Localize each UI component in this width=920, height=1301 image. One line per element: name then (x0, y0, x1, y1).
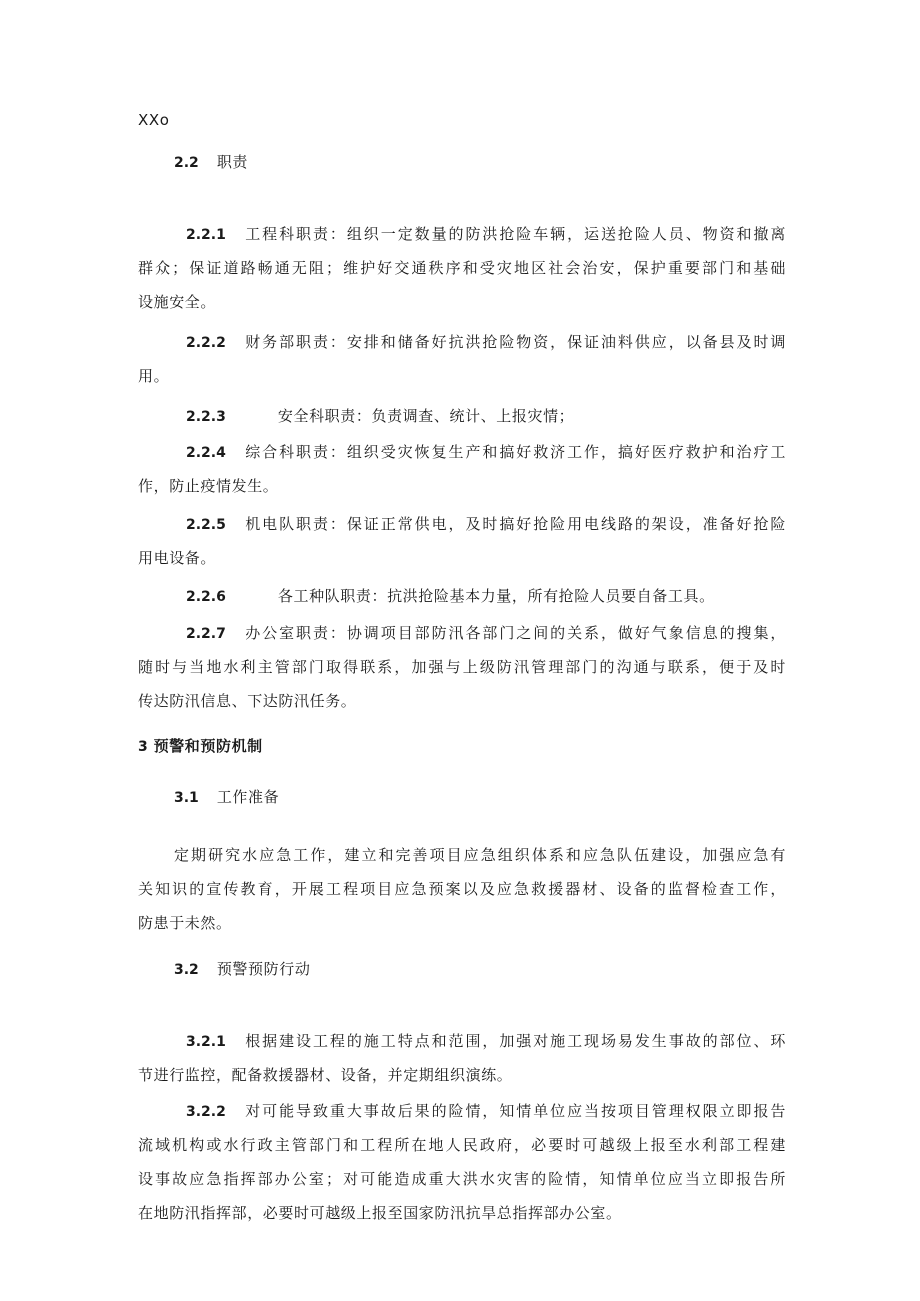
clause-number: 2.2.2 (186, 335, 226, 351)
chapter-number: 3 (138, 739, 148, 755)
clause-number: 2.2.3 (186, 409, 226, 425)
clause-number: 3.2.1 (186, 1034, 226, 1050)
chapter-3-heading (138, 729, 786, 763)
section-number: 3.1 (174, 790, 199, 806)
clause-number: 2.2.5 (186, 517, 226, 533)
text-fragment: XXo (138, 111, 170, 129)
clause-number: 3.2.2 (186, 1104, 226, 1120)
clause-number: 2.2.4 (186, 445, 226, 461)
section-number: 3.2 (174, 962, 199, 978)
clause-number: 2.2.7 (186, 626, 226, 642)
section-3-2-heading (138, 952, 786, 986)
section-number: 2.2 (174, 155, 199, 171)
paragraph-3-2-1: 3.2.1 根据建设工程的施工特点和范围，加强对施工现场易发生事故的部位、环 节进行监控，配备救援器材、设备，并定期组织演练。 (138, 1032, 786, 1084)
paragraph-3-1: 定期研究水应急工作，建立和完善项目应急组织体系和应急队伍建设，加强应急有 关知识的宣传教育，开展工程项目应急预案以及应急救援器材、设备的监督检查工作， 防患于未然。 (138, 846, 786, 932)
clause-number: 2.2.6 (186, 589, 226, 605)
paragraph-2-2-2: 2.2.2 财务部职责：安排和储备好抗洪抢险物资，保证油料供应，以备县及时调 用。 (138, 333, 786, 385)
section-title: 预警预防行动 (216, 960, 311, 978)
paragraph-2-2-3: 2.2.3 安全科职责：负责调查、统计、上报灾情； (186, 407, 575, 425)
paragraph-2-2-1: 2.2.1 工程科职责：组织一定数量的防洪抢险车辆，运送抢险人员、物资和撤离 群众；保证道路畅通无阻；维护好交通秩序和受灾地区社会治安，保护重要部门和基础 设施安全。 (138, 225, 786, 311)
paragraph-2-2-7: 2.2.7 办公室职责：协调项目部防汛各部门之间的关系，做好气象信息的搜集， 随时与当地水利主管部门取得联系，加强与上级防汛管理部门的沟通与联系，便于及时 传达防汛信息、下达防汛任务。 (138, 624, 786, 710)
paragraph-2-2-6: 2.2.6 各工种队职责：抗洪抢险基本力量，所有抢险人员要自备工具。 (186, 587, 715, 605)
clause-number: 2.2.1 (186, 227, 226, 243)
section-title: 职责 (216, 153, 249, 171)
chapter-title: 预警和预防机制 (153, 737, 263, 755)
paragraph-3-2-2: 3.2.2 对可能导致重大事故后果的险情，知情单位应当按项目管理权限立即报告 流域机构或水行政主管部门和工程所在地人民政府，必要时可越级上报至水利部工程建 设事故应急指挥部办公室；对可能造成重大洪水灾害的险情，知情单位应当立即报告所 在地防汛指挥部，必要时可越级上报至国家防汛抗旱总指挥部办公室。 (138, 1102, 786, 1222)
paragraph-2-2-4: 2.2.4 综合科职责：组织受灾恢复生产和搞好救济工作，搞好医疗救护和治疗工 作，防止疫情发生。 (138, 443, 786, 495)
section-title: 工作准备 (216, 788, 280, 806)
section-3-1-heading (138, 780, 786, 814)
paragraph-2-2-5: 2.2.5 机电队职责：保证正常供电，及时搞好抢险用电线路的架设，准备好抢险 用电设备。 (138, 515, 786, 567)
section-2-2-heading (138, 145, 786, 179)
